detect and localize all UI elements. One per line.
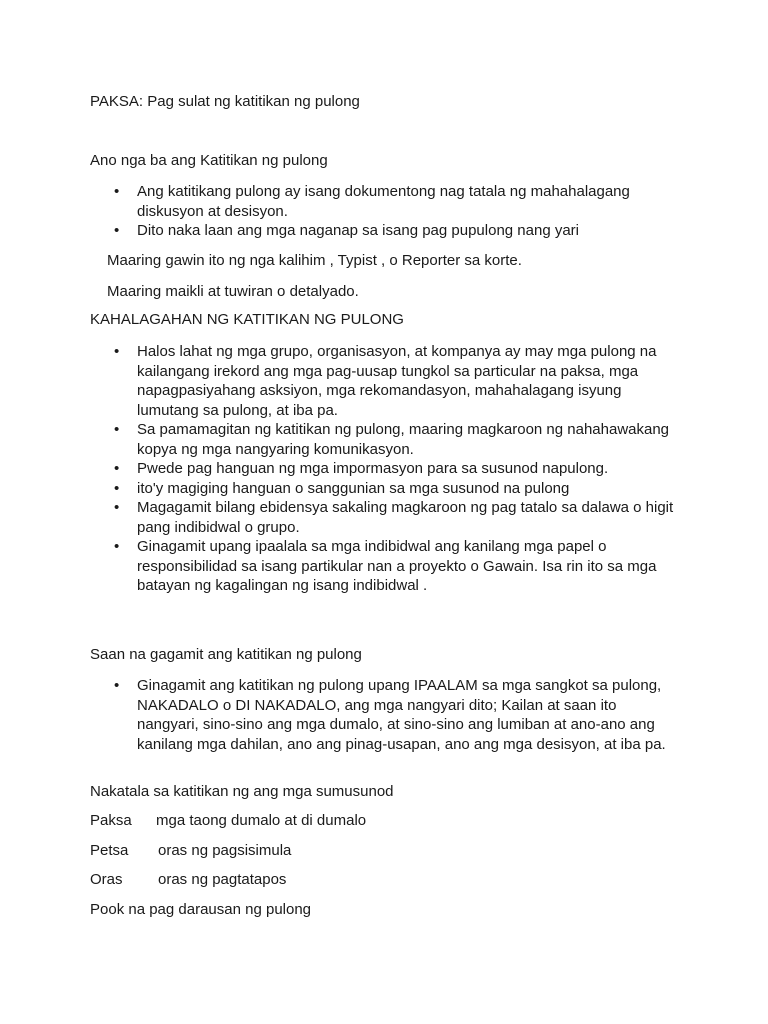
paragraph-gawin: Maaring gawin ito ng nga kalihim , Typist , o Reporter sa korte. bbox=[107, 252, 522, 269]
section-heading-saan: Saan na gagamit ang katitikan ng pulong bbox=[90, 646, 362, 663]
record-key: Paksa bbox=[90, 812, 132, 829]
list-item: • Ginagamit ang katitikan ng pulong upang IPAALAM sa mga sangkot sa pulong, NAKADALO o DI NAKADALO, ang mga nangyari dito; Kailan at saan ito nangyari, sino-sino ang mga dumalo, at sino-sino ang lumiban at ano-ano ang kanilang mga dahilan, ano ang pinag-usapan, ano ang mga desisyon, at iba pa. bbox=[90, 676, 690, 754]
document-title: PAKSA: Pag sulat ng katitikan ng pulong bbox=[90, 93, 360, 110]
list-item: • Magagamit bilang ebidensya sakaling magkaroon ng pag tatalo sa dalawa o higit pang indibidwal o grupo. bbox=[90, 498, 690, 537]
section-heading-nakatala: Nakatala sa katitikan ng ang mga sumusunod bbox=[90, 783, 394, 800]
bullet-list-kahalagahan bbox=[90, 342, 690, 596]
paragraph-maikli: Maaring maikli at tuwiran o detalyado. bbox=[107, 283, 359, 300]
record-row-petsa bbox=[90, 841, 291, 861]
record-value: oras ng pagsisimula bbox=[158, 842, 292, 859]
record-key: Petsa bbox=[90, 842, 129, 859]
record-row-pook: Pook na pag darausan ng pulong bbox=[90, 901, 312, 918]
bullet-list-ano bbox=[90, 182, 690, 241]
record-value: oras ng pagtatapos bbox=[158, 871, 287, 888]
list-item: • Dito naka laan ang mga naganap sa isang pag pupulong nang yari bbox=[90, 221, 690, 241]
record-row-paksa bbox=[90, 811, 366, 831]
section-heading-kahalagahan: KAHALAGAHAN NG KATITIKAN NG PULONG bbox=[90, 311, 404, 328]
record-row-oras bbox=[90, 870, 286, 890]
list-item: • Pwede pag hanguan ng mga impormasyon para sa susunod napulong. bbox=[90, 459, 690, 479]
list-item: • Sa pamamagitan ng katitikan ng pulong, maaring magkaroon ng nahahawakang kopya ng mga nangyaring komunikasyon. bbox=[90, 420, 690, 459]
section-heading-ano: Ano nga ba ang Katitikan ng pulong bbox=[90, 152, 328, 169]
list-item: • Ginagamit upang ipaalala sa mga indibidwal ang kanilang mga papel o responsibilidad sa isang partikular nan a proyekto o Gawain. Isa rin ito sa mga batayan ng kagalingan ng isang indibidwal . bbox=[90, 537, 690, 596]
list-item: • ito'y magiging hanguan o sanggunian sa mga susunod na pulong bbox=[90, 479, 690, 499]
list-item: • Ang katitikang pulong ay isang dokumentong nag tatala ng mahahalagang diskusyon at desisyon. bbox=[90, 182, 690, 221]
list-item: • Halos lahat ng mga grupo, organisasyon, at kompanya ay may mga pulong na kailangang irekord ang mga pag-uusap tungkol sa particular na paksa, mga napagpasiyahang asksiyon, mga rekomandasyon, mahahalagang isyung lumutang sa pulong, at iba pa. bbox=[90, 342, 690, 420]
bullet-list-saan bbox=[90, 676, 690, 754]
record-key: Oras bbox=[90, 871, 123, 888]
record-value: mga taong dumalo at di dumalo bbox=[156, 812, 367, 829]
